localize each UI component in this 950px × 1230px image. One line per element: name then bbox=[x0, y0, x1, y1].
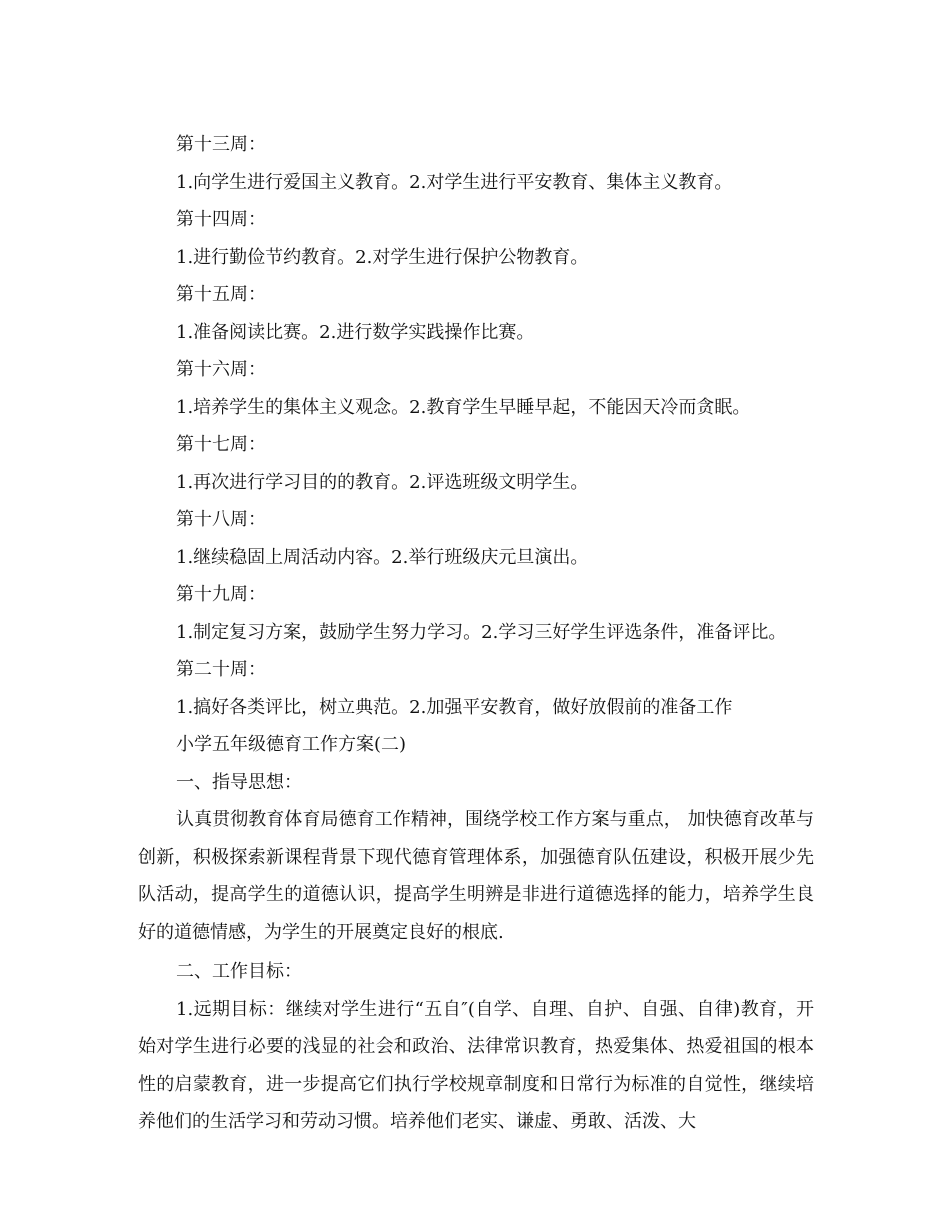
week-15-heading: 第十五周： bbox=[176, 284, 266, 305]
week-18-heading: 第十八周： bbox=[176, 509, 266, 530]
week-17-heading: 第十七周： bbox=[176, 434, 266, 455]
week-18-items: 1.继续稳固上周活动内容。2.举行班级庆元旦演出。 bbox=[176, 546, 589, 568]
week-19-heading: 第十九周： bbox=[176, 584, 266, 605]
week-19-items: 1.制定复习方案，鼓励学生努力学习。2.学习三好学生评选条件，准备评比。 bbox=[176, 621, 787, 643]
paragraph-guiding-ideology: 认真贯彻教育体育局德育工作精神，围绕学校工作方案与重点， 加快德育改革与创新，积极探索新课程背景下现代德育管理体系，加强德育队伍建设，积极开展少先队活动，提高学生的道德认识，提高学生明辨是非进行道德选择的能力，培养学生良好的道德情感，为学生的开展奠定良好的根底. bbox=[138, 809, 814, 943]
week-20-heading: 第二十周： bbox=[176, 659, 266, 680]
week-14-heading: 第十四周： bbox=[176, 209, 266, 230]
week-16-items: 1.培养学生的集体主义观念。2.教育学生早睡早起，不能因天冷而贪眠。 bbox=[176, 396, 751, 418]
week-13-heading: 第十三周： bbox=[176, 134, 266, 155]
week-16-heading: 第十六周： bbox=[176, 359, 266, 380]
week-17-items: 1.再次进行学习目的的教育。2.评选班级文明学生。 bbox=[176, 471, 589, 493]
week-13-items: 1.向学生进行爱国主义教育。2.对学生进行平安教育、集体主义教育。 bbox=[176, 171, 733, 193]
paragraph-work-goals: 1.远期目标：继续对学生进行“五自″(自学、自理、自护、自强、自律)教育，开始对学生进行必要的浅显的社会和政治、法律常识教育，热爱集体、热爱祖国的根本性的启蒙教育，进一步提高它们执行学校规章制度和日常行为标准的自觉性，继续培养他们的生活学习和劳动习惯。培养他们老实、谦虚、勇敢、活泼、大 bbox=[138, 998, 814, 1132]
heading-guiding-ideology: 一、指导思想： bbox=[176, 771, 302, 793]
week-14-items: 1.进行勤俭节约教育。2.对学生进行保护公物教育。 bbox=[176, 246, 589, 268]
heading-work-goals: 二、工作目标： bbox=[176, 961, 302, 982]
document-body bbox=[138, 126, 814, 1141]
section-title: 小学五年级德育工作方案(二) bbox=[176, 734, 407, 755]
week-20-items: 1.搞好各类评比，树立典范。2.加强平安教育，做好放假前的准备工作 bbox=[176, 696, 733, 718]
week-15-items: 1.准备阅读比赛。2.进行数学实践操作比赛。 bbox=[176, 321, 535, 343]
